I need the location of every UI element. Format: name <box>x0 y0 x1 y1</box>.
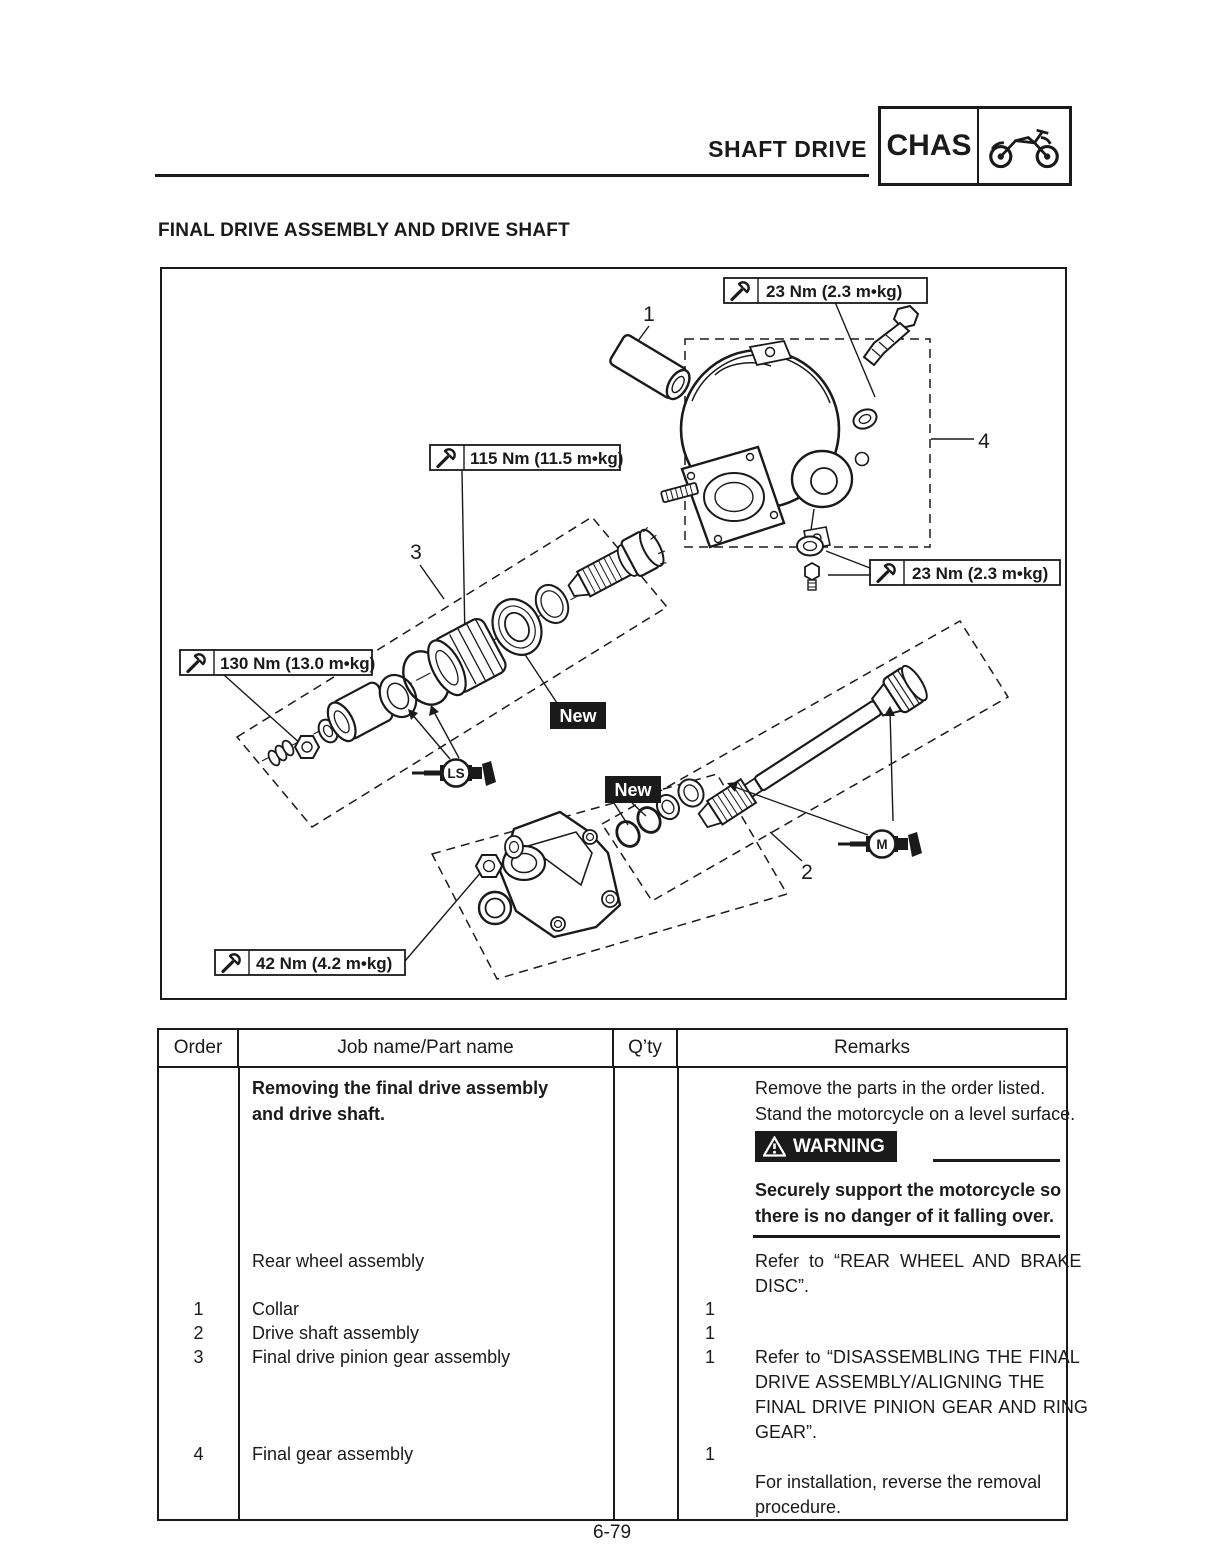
qty-value: 1 <box>704 1347 715 1367</box>
remarks-line: Remove the parts in the order listed. <box>755 1078 1046 1098</box>
part-name: Final gear assembly <box>252 1444 414 1464</box>
torque-callouts <box>180 278 1060 975</box>
new-part-labels <box>550 702 661 803</box>
order-value: 4 <box>193 1444 204 1464</box>
warning-text-line: there is no danger of it falling over. <box>755 1206 1055 1226</box>
remarks-line: For installation, reverse the removal <box>755 1472 1042 1492</box>
warning-text-line: Securely support the motorcycle so <box>755 1180 1062 1200</box>
section-title: FINAL DRIVE ASSEMBLY AND DRIVE SHAFT <box>158 220 570 241</box>
motorcycle-icon <box>979 109 1069 183</box>
col-header-qty: Q’ty <box>614 1030 678 1066</box>
torque-callout-drain <box>870 560 1060 585</box>
part-final-gear-case <box>681 341 869 549</box>
torque-callout-pinion <box>430 445 623 470</box>
svg-text:LS: LS <box>447 766 465 781</box>
part-bearing-housing-bracket <box>476 812 620 937</box>
chapter-badge-label: CHAS <box>881 109 979 183</box>
exploded-diagram <box>160 267 1067 1000</box>
svg-text:115 Nm (11.5 m•kg): 115 Nm (11.5 m•kg) <box>470 449 624 468</box>
part-number-1: 1 <box>643 303 655 326</box>
part-number-4: 4 <box>978 430 990 453</box>
lube-marker-ls <box>408 705 496 787</box>
remarks-line: procedure. <box>755 1497 842 1517</box>
remarks-line: DRIVE ASSEMBLY/ALIGNING THE <box>755 1372 1045 1392</box>
order-column <box>159 1068 238 1521</box>
order-value: 2 <box>193 1323 204 1343</box>
svg-text:130 Nm (13.0 m•kg): 130 Nm (13.0 m•kg) <box>220 654 376 673</box>
part-name: Final drive pinion gear assembly <box>252 1347 511 1367</box>
table-body <box>159 1068 1088 1521</box>
qty-value: 1 <box>704 1299 715 1319</box>
warning-rule-top <box>933 1159 1060 1162</box>
exploded-diagram-svg <box>162 269 1065 998</box>
remarks-line: FINAL DRIVE PINION GEAR AND RING <box>755 1397 1088 1417</box>
warning-label: WARNING <box>793 1135 885 1157</box>
part-name: Drive shaft assembly <box>252 1323 420 1343</box>
warning-badge <box>755 1131 897 1162</box>
col-header-job-name: Job name/Part name <box>239 1030 614 1066</box>
remarks-line: Refer to “DISASSEMBLING THE FINAL <box>755 1347 1080 1367</box>
part-drain-bolt <box>797 537 823 591</box>
col-header-order: Order <box>159 1030 239 1066</box>
order-value: 1 <box>193 1299 204 1319</box>
order-value: 3 <box>193 1347 204 1367</box>
qty-column <box>679 1068 741 1521</box>
col-header-remarks: Remarks <box>833 1037 910 1058</box>
torque-callout-ring-nut <box>180 650 375 675</box>
part-collar <box>609 333 695 403</box>
remarks-column <box>743 1068 1088 1521</box>
torque-callout-top <box>724 278 927 303</box>
remarks-line: Refer to “REAR WHEEL AND BRAKE <box>755 1251 1082 1271</box>
svg-text:New: New <box>614 780 652 800</box>
parts-table <box>157 1028 1088 1521</box>
job-name-column <box>240 1068 613 1521</box>
remarks-line: DISC”. <box>755 1276 809 1296</box>
remarks-line: Stand the motorcycle on a level surface. <box>755 1104 1076 1124</box>
part-number-2: 2 <box>801 861 813 884</box>
page-title: SHAFT DRIVE <box>708 136 867 162</box>
part-name: Collar <box>252 1299 300 1319</box>
page-number: 6-79 <box>592 1522 632 1543</box>
svg-text:M: M <box>876 837 888 852</box>
qty-value: 1 <box>704 1323 715 1343</box>
job-title-line: and drive shaft. <box>252 1104 386 1124</box>
remarks-line: GEAR”. <box>755 1422 818 1442</box>
warning-triangle-icon <box>763 1136 786 1157</box>
torque-callout-bracket <box>215 950 405 975</box>
warning-rule-bottom <box>753 1235 1060 1238</box>
part-drive-shaft <box>692 663 931 838</box>
qty-value: 1 <box>704 1444 715 1464</box>
header-rule <box>155 174 869 177</box>
svg-text:42 Nm (4.2 m•kg): 42 Nm (4.2 m•kg) <box>256 954 393 973</box>
job-title-line: Removing the final drive assembly <box>252 1078 549 1098</box>
part-case-bolt <box>850 306 918 432</box>
svg-text:23 Nm (2.3 m•kg): 23 Nm (2.3 m•kg) <box>912 564 1049 583</box>
svg-text:23 Nm (2.3 m•kg): 23 Nm (2.3 m•kg) <box>766 282 903 301</box>
svg-text:New: New <box>559 706 597 726</box>
part-number-3: 3 <box>410 541 422 564</box>
chapter-badge <box>878 106 1072 186</box>
table-header-row <box>159 1030 1066 1068</box>
part-name: Rear wheel assembly <box>252 1251 425 1271</box>
